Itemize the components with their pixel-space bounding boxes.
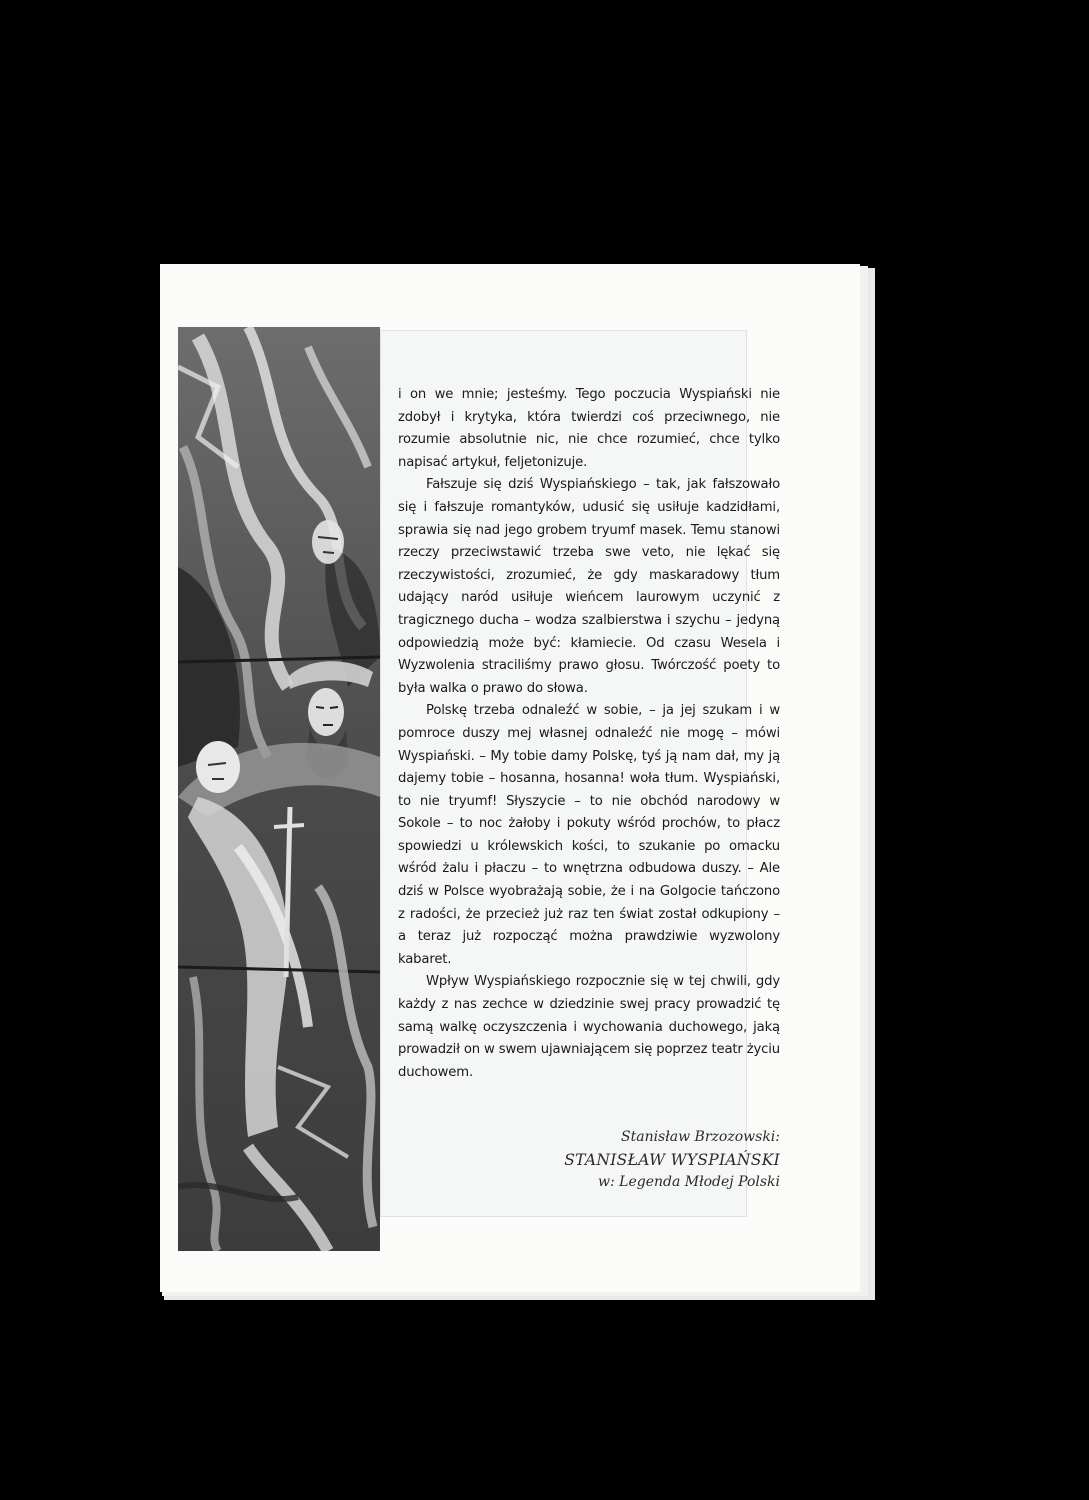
citation-author: Stanisław Brzozowski: (621, 1129, 780, 1145)
citation-work: STANISŁAW WYSPIAŃSKI (564, 1150, 780, 1169)
engraving-artwork (178, 327, 380, 1251)
paragraph-1: i on we mnie; jesteśmy. Tego poczucia Wyspiański nie zdobył i krytyka, która twierdzi coś przeciwnego, nie rozumie absolutnie nic, nie chce rozumieć, chce tylko napisać artykuł, feljetonizuje. (398, 387, 780, 470)
citation (470, 1126, 780, 1194)
paragraph-4: Wpływ Wyspiańskiego rozpocznie się w tej chwili, gdy każdy z nas zechce w dziedzinie swej pracy prowadzić tę samą walkę oczyszczenia i wychowania duchowego, jaką prowadził on w swem ujawniającem się poprzez teatr życiu duchowem. (398, 974, 780, 1080)
article-text (398, 384, 780, 1084)
paragraph-2: Fałszuje się dziś Wyspiańskiego – tak, jak fałszowało się i fałszuje romantyków, udusić się usiłuje kadzidłami, sprawia się nad jego grobem tryumf masek. Temu stanowi rzeczy przeciwstawić trzeba swe veto, nie lękać się rzeczywistości, zrozumieć, że gdy maskaradowy tłum udający naród usiłuje wieńcem laurowym uczynić z tragicznego ducha – wodza szalbierstwa i szychu – jedyną odpowiedzią może być: kłamiecie. Od czasu Wesela i Wyzwolenia straciliśmy prawo głosu. Twórczość poety to była walka o prawo do słowa. (398, 477, 780, 696)
paragraph-3: Polskę trzeba odnaleźć w sobie, – ja jej szukam i w pomroce duszy mej własnej odnaleźć nie mogę – mówi Wyspiański. – My tobie damy Polskę, tyś ją nam dał, my ją dajemy tobie – hosanna, hosanna! woła tłum. Wyspiański, to nie tryumf! Słyszycie – to nie obchód narodowy w Sokole – to noc żałoby i pokuty wśród prochów, to płacz spowiedzi u królewskich kości, to szukanie po omacku wśród żalu i płaczu – to wnętrzna odbudowa duszy. – Ale dziś w Polsce wyobrażają sobie, że i na Golgocie tańczono z radości, że przecież już raz ten świat został odkupiony – a teraz już rozpocząć można prawdziwie wyzwolony kabaret. (398, 703, 780, 967)
citation-source: w: Legenda Młodej Polski (598, 1174, 780, 1190)
engraving-illustration (178, 327, 380, 1251)
